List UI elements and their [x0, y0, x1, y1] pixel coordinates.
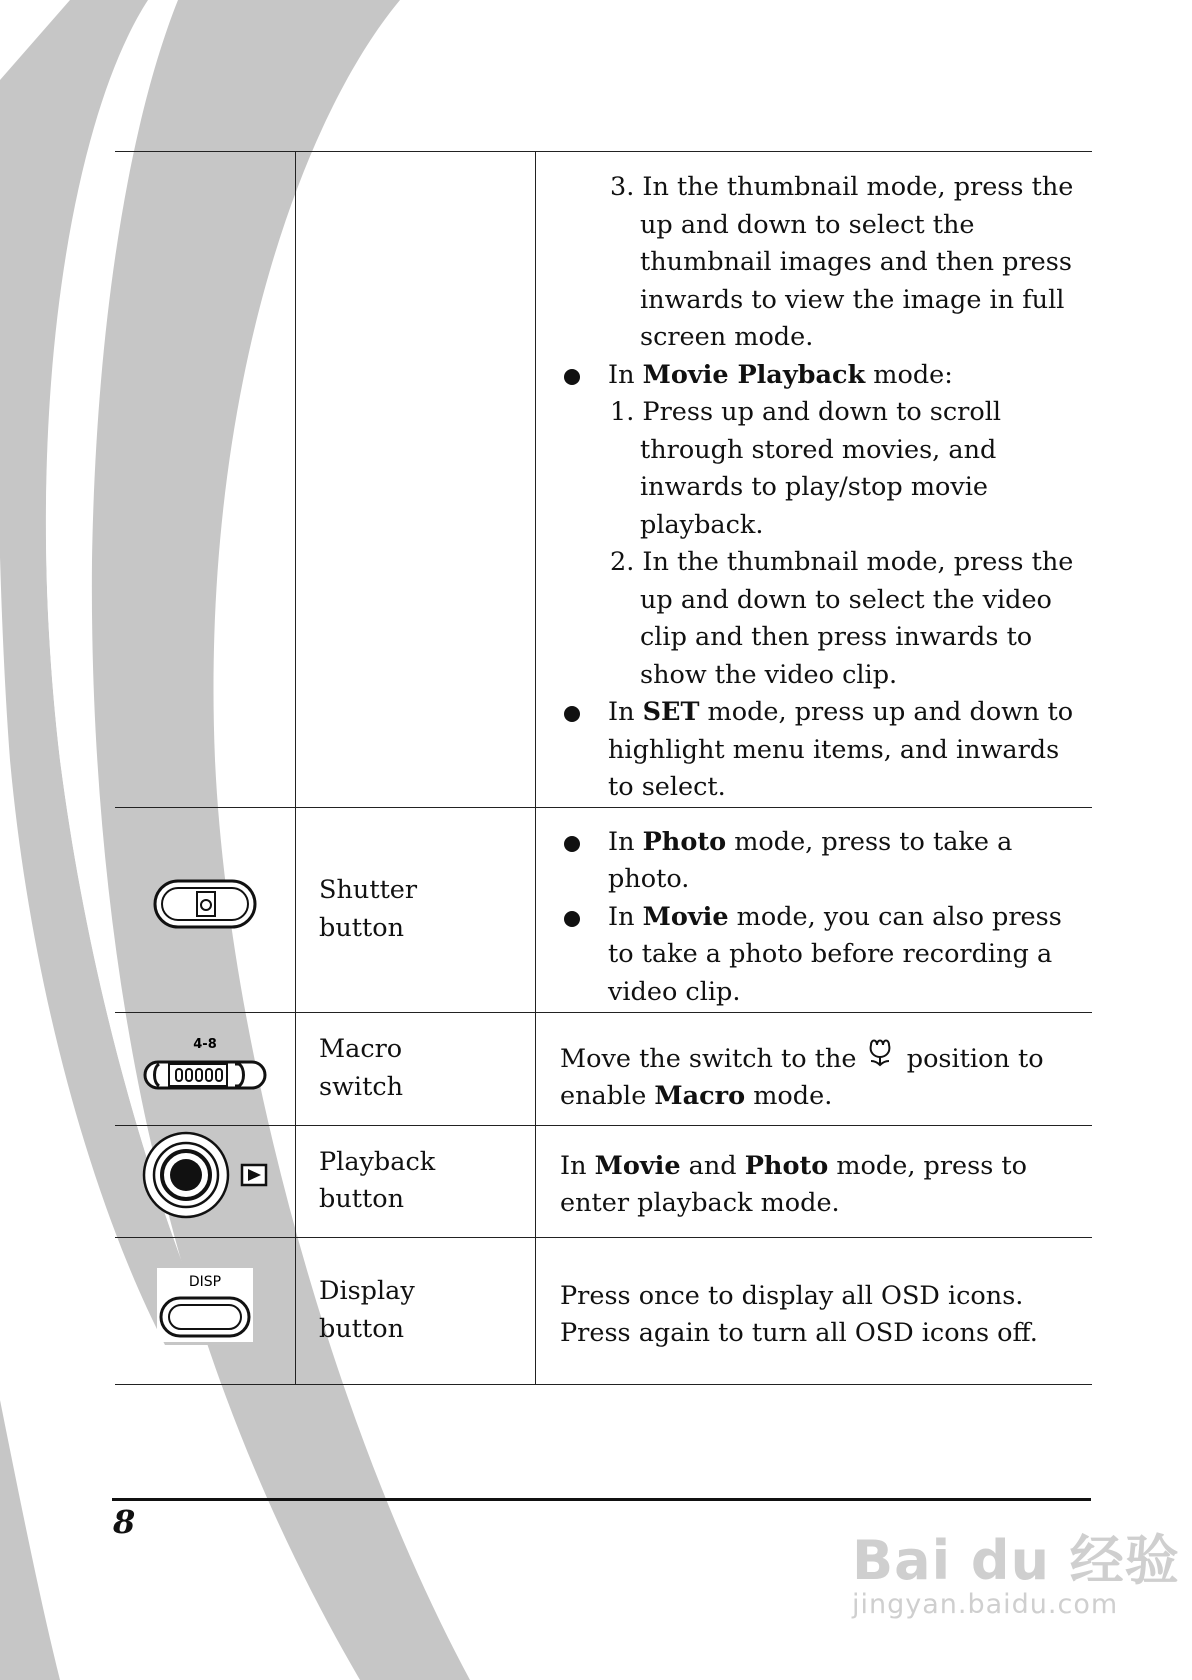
control-name-cell [296, 1237, 536, 1384]
macro-switch-icon [139, 1036, 271, 1103]
text-run: 2. In the thumbnail mode, press the up and down to select the video clip and then press inwards to show the video clip. [610, 547, 1074, 690]
icon-cell [115, 1012, 296, 1125]
text-run: SET [642, 697, 700, 727]
shutter-button-icon [152, 907, 258, 937]
control-name: Shutter button [319, 875, 418, 943]
text-run: position to enable [560, 1043, 1044, 1111]
text-run: and [680, 1150, 745, 1181]
description-cell [536, 152, 1093, 808]
paragraph [560, 1278, 1082, 1353]
watermark-main: Bai du 经验 [852, 1529, 1180, 1592]
playback-button-icon [142, 1198, 268, 1228]
numbered-item [560, 394, 1082, 544]
svg-text:DISP: DISP [188, 1273, 222, 1290]
bullet-item [560, 357, 1082, 395]
icon-cell [115, 1237, 296, 1384]
text-run: mode, you can also press to take a photo before recording a video clip. [608, 901, 1062, 1007]
icon-cell [115, 807, 296, 1012]
bullet-item [560, 899, 1082, 1012]
control-name-cell [296, 807, 536, 1012]
text-run: Macro [654, 1081, 746, 1111]
text-run: In [608, 826, 643, 857]
footer-rule [112, 1498, 1091, 1501]
bullet-item [560, 824, 1082, 899]
table-row [115, 1012, 1092, 1125]
text-run: In [608, 359, 643, 390]
table-row [115, 152, 1092, 808]
control-name-cell [296, 1125, 536, 1237]
table-row [115, 1237, 1092, 1384]
control-name: Display button [319, 1276, 415, 1344]
text-run: Movie Playback [642, 359, 866, 390]
text-run: mode. [745, 1081, 833, 1111]
bullet-item [560, 694, 1082, 807]
svg-text:4-8: 4-8 [193, 1036, 217, 1052]
text-run: In [608, 697, 643, 727]
text-run: In [560, 1150, 595, 1181]
control-name: Macro switch [319, 1034, 404, 1102]
baidu-watermark [852, 1518, 1180, 1620]
text-run: In [608, 901, 643, 932]
text-run: mode, press to enter playback mode. [560, 1150, 1028, 1218]
control-name-cell [296, 1012, 536, 1125]
description-cell [536, 1237, 1093, 1384]
description-cell [536, 1012, 1093, 1125]
paragraph [560, 1148, 1082, 1223]
page-number: 8 [113, 1503, 136, 1541]
control-name-cell [296, 152, 536, 808]
control-name: Playback button [319, 1146, 436, 1214]
controls-table [115, 151, 1092, 1385]
display-button-icon [157, 1273, 253, 1349]
flower-icon [865, 1037, 899, 1069]
text-run: Press once to display all OSD icons. Press again to turn all OSD icons off. [560, 1280, 1038, 1348]
text-run: 1. Press up and down to scroll through stored movies, and inwards to play/stop movie playback. [610, 397, 1002, 540]
table-row [115, 807, 1092, 1012]
text-run: Movie [642, 901, 729, 932]
text-run: Photo [744, 1150, 829, 1181]
table-row [115, 1125, 1092, 1237]
paragraph [560, 1037, 1082, 1116]
description-cell [536, 1125, 1093, 1237]
text-run: mode: [865, 359, 953, 390]
icon-cell [115, 152, 296, 808]
text-run: Photo [642, 826, 727, 857]
numbered-item [560, 544, 1082, 694]
text-run: mode, press up and down to highlight menu items, and inwards to select. [608, 697, 1074, 802]
numbered-item [560, 169, 1082, 357]
text-run: 3. In the thumbnail mode, press the up and down to select the thumbnail images and then press inwards to view the image in full screen mode. [610, 172, 1074, 352]
text-run: mode, press to take a photo. [608, 826, 1013, 894]
watermark-sub: jingyan.baidu.com [852, 1589, 1119, 1620]
text-run: Movie [594, 1150, 681, 1181]
icon-cell [115, 1125, 296, 1237]
description-cell [536, 807, 1093, 1012]
text-run: Move the switch to the [560, 1043, 865, 1074]
